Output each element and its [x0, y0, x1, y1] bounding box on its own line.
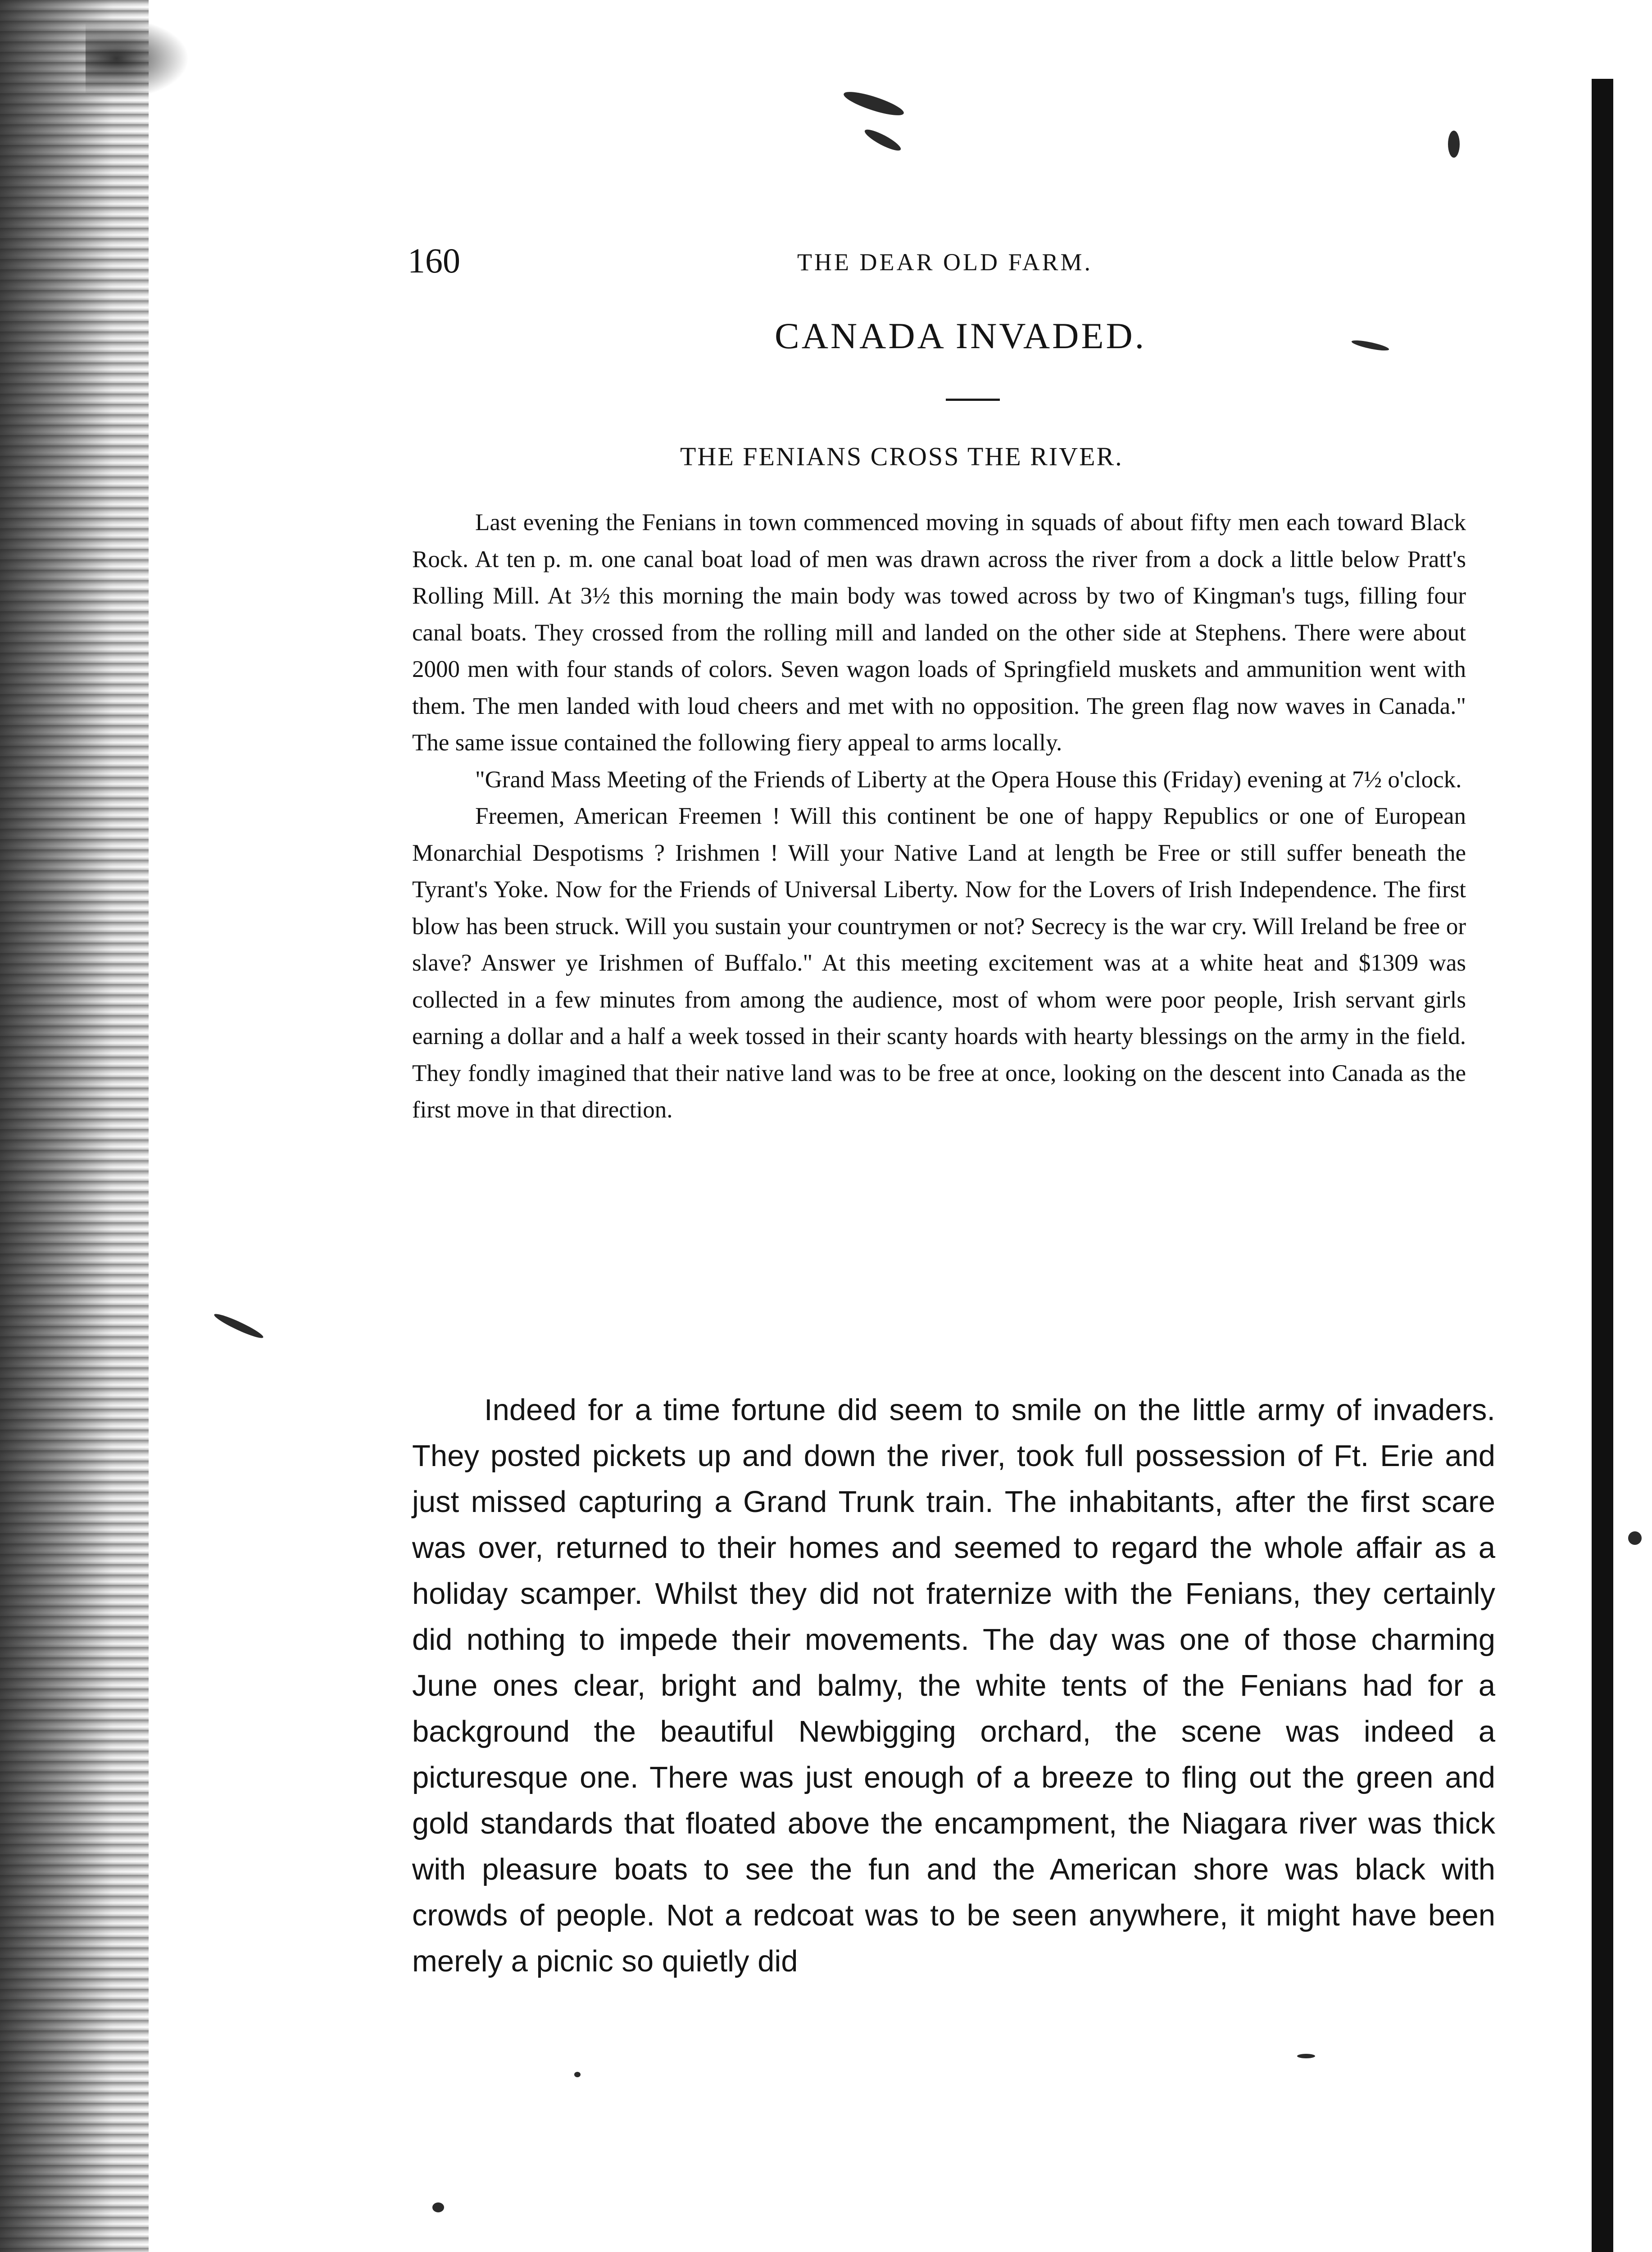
body-paragraph: Indeed for a time fortune did seem to smile on the little army of invaders. They posted pickets up and down the river, took full possession of Ft. Erie and just missed capturing a Grand Trunk train. The inhabitants, after the first scare was over, returned to their homes and seemed to regard the whole affair as a holiday scamper. Whilst they did not fraternize with the Fenians, they certainly did nothing to impede their movements. The day was one of those charming June ones clear, bright and balmy, the white tents of the Fenians had for a background the beautiful Newbigging orchard, the scene was indeed a picturesque one. There was just enough of a breeze to fling out the green and gold standards that floated above the encampment, the Niagara river was thick with pleasure boats to see the fun and the American shore was black with crowds of people. Not a redcoat was to be seen anywhere, it might have been merely a picnic so quietly did — [412, 1393, 1495, 1978]
page-number: 160 — [408, 241, 460, 280]
quote-paragraph: Last evening the Fenians in town commenced moving in squads of about fifty men each toward Black Rock. At ten p. m. one canal boat load of men was drawn across the river from a dock a little below Pratt's Rolling Mill. At 3½ this morning the main body was towed across by two of Kingman's tugs, filling four canal boats. They crossed from the rolling mill and landed on the other side at Stephens. There were about 2000 men with four stands of colors. Seven wagon loads of Springfield muskets and ammunition went with them. The men landed with loud cheers and met with no opposition. The green flag now waves in Canada." The same issue contained the following fiery appeal to arms locally. — [412, 509, 1466, 756]
ink-speck — [1297, 2054, 1315, 2058]
quote-paragraph: "Grand Mass Meeting of the Friends of Liberty at the Opera House this (Friday) evening at 7½ o'clock. — [475, 766, 1462, 793]
article-subtitle: THE FENIANS CROSS THE RIVER. — [680, 442, 1123, 471]
ink-speck — [862, 126, 903, 154]
ink-speck — [574, 2072, 581, 2077]
running-head: THE DEAR OLD FARM. — [797, 249, 1093, 276]
article-title: CANADA INVADED. — [775, 315, 1147, 356]
quote-paragraph: Freemen, American Freemen ! Will this continent be one of happy Republics or one of European Monarchial Despotisms ? Irishmen ! Will your Native Land at length be Free or still suffer beneath the Tyrant's Yoke. Now for the Friends of Universal Liberty. Now for the Lovers of Irish Independence. The first blow has been struck. Will you sustain your countrymen or not? Secrecy is the war cry. Will Ireland be free or slave? Answer ye Irishmen of Buffalo." At this meeting excitement was at a white heat and $1309 was collected in a few minutes from among the audience, most of whom were poor people, Irish servant girls earning a dollar and a half a week tossed in their scanty hoards with hearty blessings on the army in the field. They fondly imagined that their native land was to be free at once, looking on the descent into Canada as the first move in that direction. — [412, 803, 1466, 1123]
ink-speck — [1628, 1531, 1642, 1545]
title-divider — [946, 399, 1000, 401]
ink-speck — [842, 87, 906, 120]
quoted-article — [412, 504, 1466, 1129]
ink-speck — [1351, 338, 1389, 352]
ink-speck — [432, 2202, 444, 2212]
scanned-binding-shadow — [1592, 79, 1613, 2252]
ink-speck — [213, 1311, 265, 1341]
scanned-page-edge — [0, 0, 149, 2252]
ink-speck — [1448, 131, 1460, 158]
body-text — [412, 1387, 1495, 1984]
scan-smudge — [86, 18, 189, 99]
